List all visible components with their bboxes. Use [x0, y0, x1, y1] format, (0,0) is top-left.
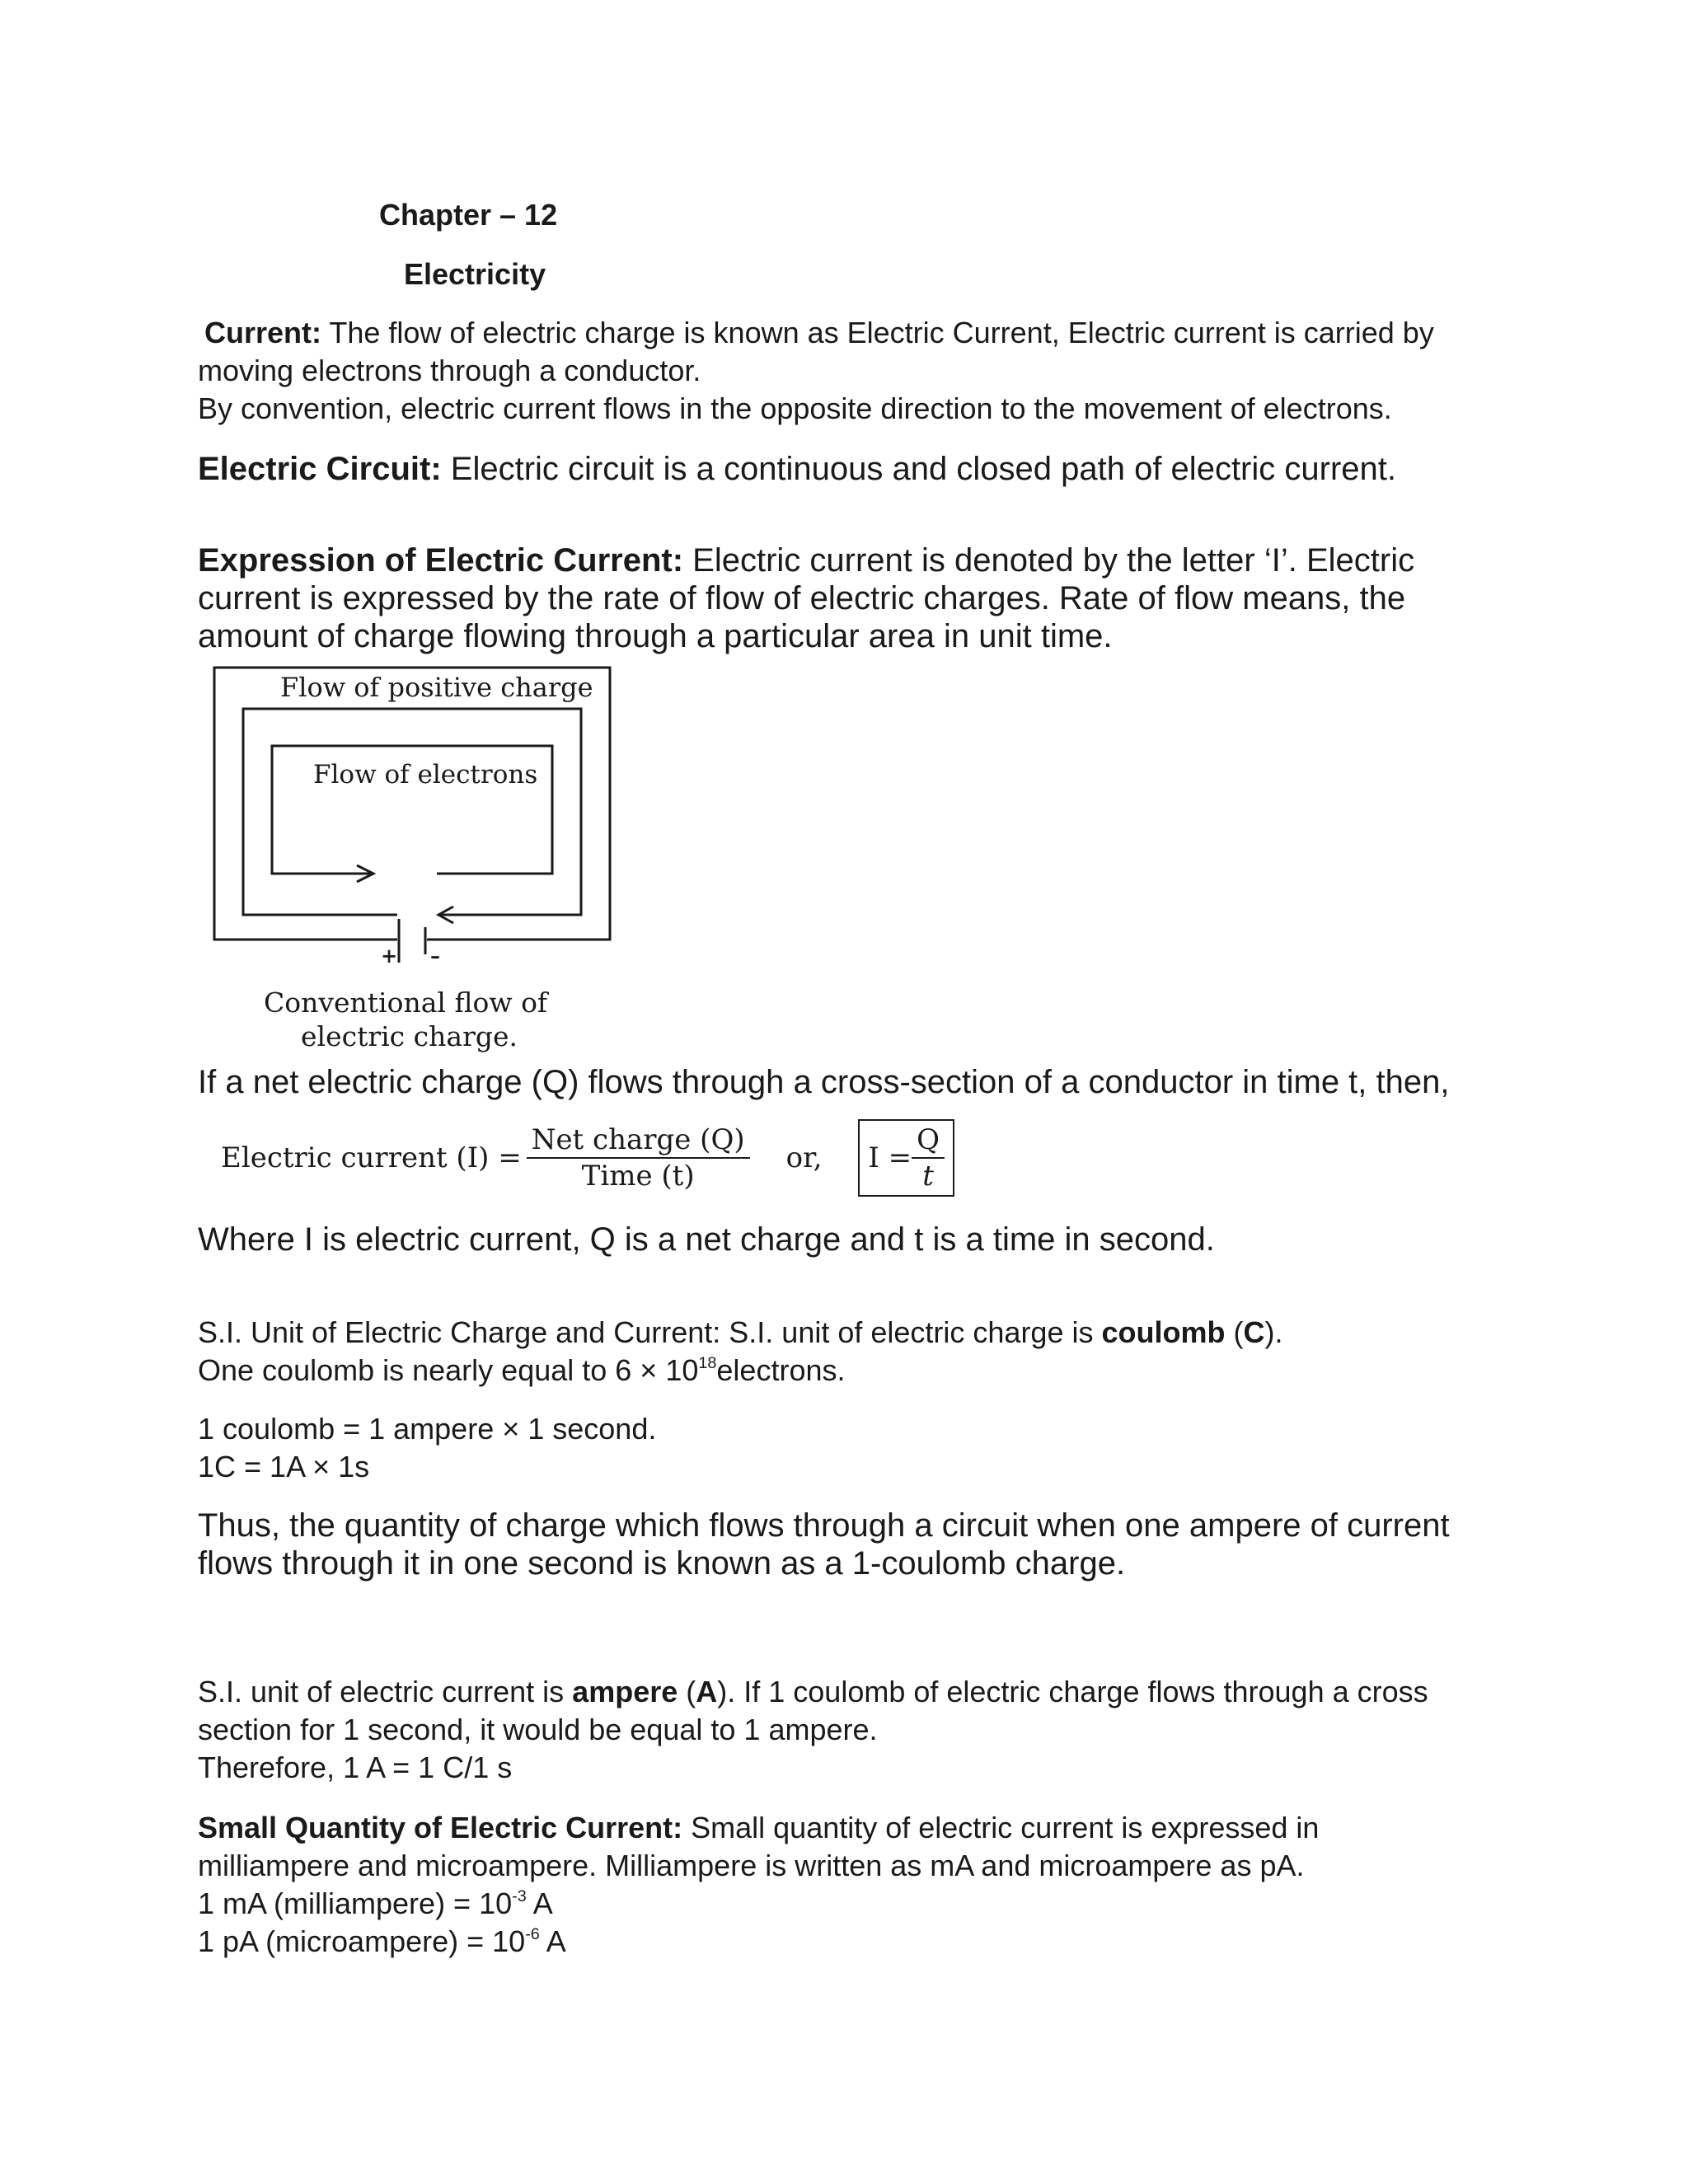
si-charge-line-2 — [198, 1352, 845, 1390]
paren-open: ( — [1225, 1315, 1244, 1349]
formula-box — [858, 1119, 954, 1197]
ma-prefix: 1 mA (milliampere) = 10 — [198, 1886, 513, 1920]
pa-prefix: 1 pA (microampere) = 10 — [198, 1924, 526, 1958]
coulomb-def-1: 1 coulomb = 1 ampere × 1 second. — [198, 1412, 657, 1446]
net-charge-sentence: If a net electric charge (Q) flows through a cross-section of a conductor in time t, then, — [198, 1064, 1450, 1100]
pa-exponent: -6 — [525, 1925, 540, 1944]
expression-text-1: Electric current is denoted by the letter ‘I’. Electric — [683, 542, 1415, 579]
current-line-1 — [204, 314, 1434, 352]
electrons-prefix: One coulomb is nearly equal to 6 × 10 — [198, 1353, 699, 1387]
ma-exponent: -3 — [512, 1887, 527, 1906]
si-charge-prefix: S.I. Unit of Electric Charge and Current: S.I. unit of electric charge is — [198, 1315, 1102, 1349]
positive-terminal: + — [381, 944, 398, 968]
inner-loop-label: Flow of electrons — [313, 760, 538, 790]
coulomb-symbol: C — [1243, 1315, 1265, 1349]
chapter-heading: Chapter – 12 — [379, 198, 558, 232]
formula-or: or, — [785, 1141, 823, 1174]
coulomb-word: coulomb — [1101, 1315, 1226, 1349]
ampere-word: ampere — [572, 1675, 678, 1708]
circuit-text: Electric circuit is a continuous and closed path of electric current. — [441, 451, 1396, 487]
formula-numerator: Net charge (Q) — [527, 1122, 750, 1159]
outer-loop-label: Flow of positive charge — [280, 672, 593, 703]
formula-fraction — [527, 1122, 750, 1193]
si-current-prefix: S.I. unit of electric current is — [198, 1675, 573, 1708]
expression-label: Expression of Electric Current: — [198, 542, 684, 579]
ampere-symbol: A — [696, 1675, 718, 1708]
current-text-1: The flow of electric charge is known as Electric Current, Electric current is carried by — [321, 316, 1434, 349]
charge-flow-diagram — [206, 659, 626, 1055]
box-lhs: I = — [868, 1141, 912, 1174]
expression-line-2: current is expressed by the rate of flow of electric charges. Rate of flow means, the — [198, 580, 1406, 616]
box-denominator: t — [922, 1160, 934, 1193]
page-title: Electricity — [404, 257, 546, 291]
si-current-suffix: ). If 1 coulomb of electric charge flows through a cross — [717, 1675, 1428, 1708]
diagram-caption-1: Conventional flow of — [264, 987, 548, 1019]
small-label: Small Quantity of Electric Current: — [198, 1811, 683, 1844]
small-text-1: Small quantity of electric current is expressed in — [682, 1811, 1320, 1844]
coulomb-def-2: 1C = 1A × 1s — [198, 1450, 370, 1483]
electrons-exponent: 18 — [698, 1354, 717, 1373]
current-label: Current: — [204, 316, 321, 349]
box-fraction — [912, 1122, 945, 1193]
box-numerator: Q — [912, 1122, 945, 1159]
circuit-label: Electric Circuit: — [198, 451, 442, 487]
middle-loop — [243, 709, 581, 915]
si-current-line-2: section for 1 second, it would be equal to 1 ampere. — [198, 1713, 878, 1746]
current-line-2: moving electrons through a conductor. — [198, 354, 701, 387]
thus-line-1: Thus, the quantity of charge which flows through a circuit when one ampere of current — [198, 1507, 1450, 1544]
where-sentence: Where I is electric current, Q is a net charge and t is a time in second. — [198, 1221, 1215, 1258]
ampere-paren-open: ( — [678, 1675, 696, 1708]
si-current-line-1 — [198, 1673, 1428, 1711]
microampere-line — [198, 1923, 566, 1961]
milliampere-line — [198, 1885, 553, 1923]
small-line-1 — [198, 1809, 1319, 1847]
expression-line-3: amount of charge flowing through a particular area in unit time. — [198, 618, 1113, 654]
si-charge-line-1 — [198, 1314, 1282, 1352]
pa-suffix: A — [539, 1924, 566, 1958]
thus-line-2: flows through it in one second is known as a 1-coulomb charge. — [198, 1545, 1126, 1582]
ma-suffix: A — [526, 1886, 553, 1920]
formula-lhs: Electric current (I) = — [221, 1141, 522, 1174]
diagram-caption-2: electric charge. — [301, 1020, 518, 1052]
current-line-3: By convention, electric current flows in the opposite direction to the movement of electrons. — [198, 391, 1392, 425]
expression-line-1 — [198, 541, 1414, 580]
si-current-line-3: Therefore, 1 A = 1 C/1 s — [198, 1750, 513, 1784]
small-line-2: milliampere and microampere. Milliampere is written as mA and microampere as pA. — [198, 1849, 1305, 1882]
negative-terminal: – — [430, 944, 440, 968]
current-formula — [221, 1119, 954, 1197]
paren-close: ). — [1264, 1315, 1283, 1349]
electrons-suffix: electrons. — [716, 1353, 846, 1387]
circuit-paragraph — [198, 450, 1396, 489]
formula-denominator: Time (t) — [581, 1160, 695, 1193]
